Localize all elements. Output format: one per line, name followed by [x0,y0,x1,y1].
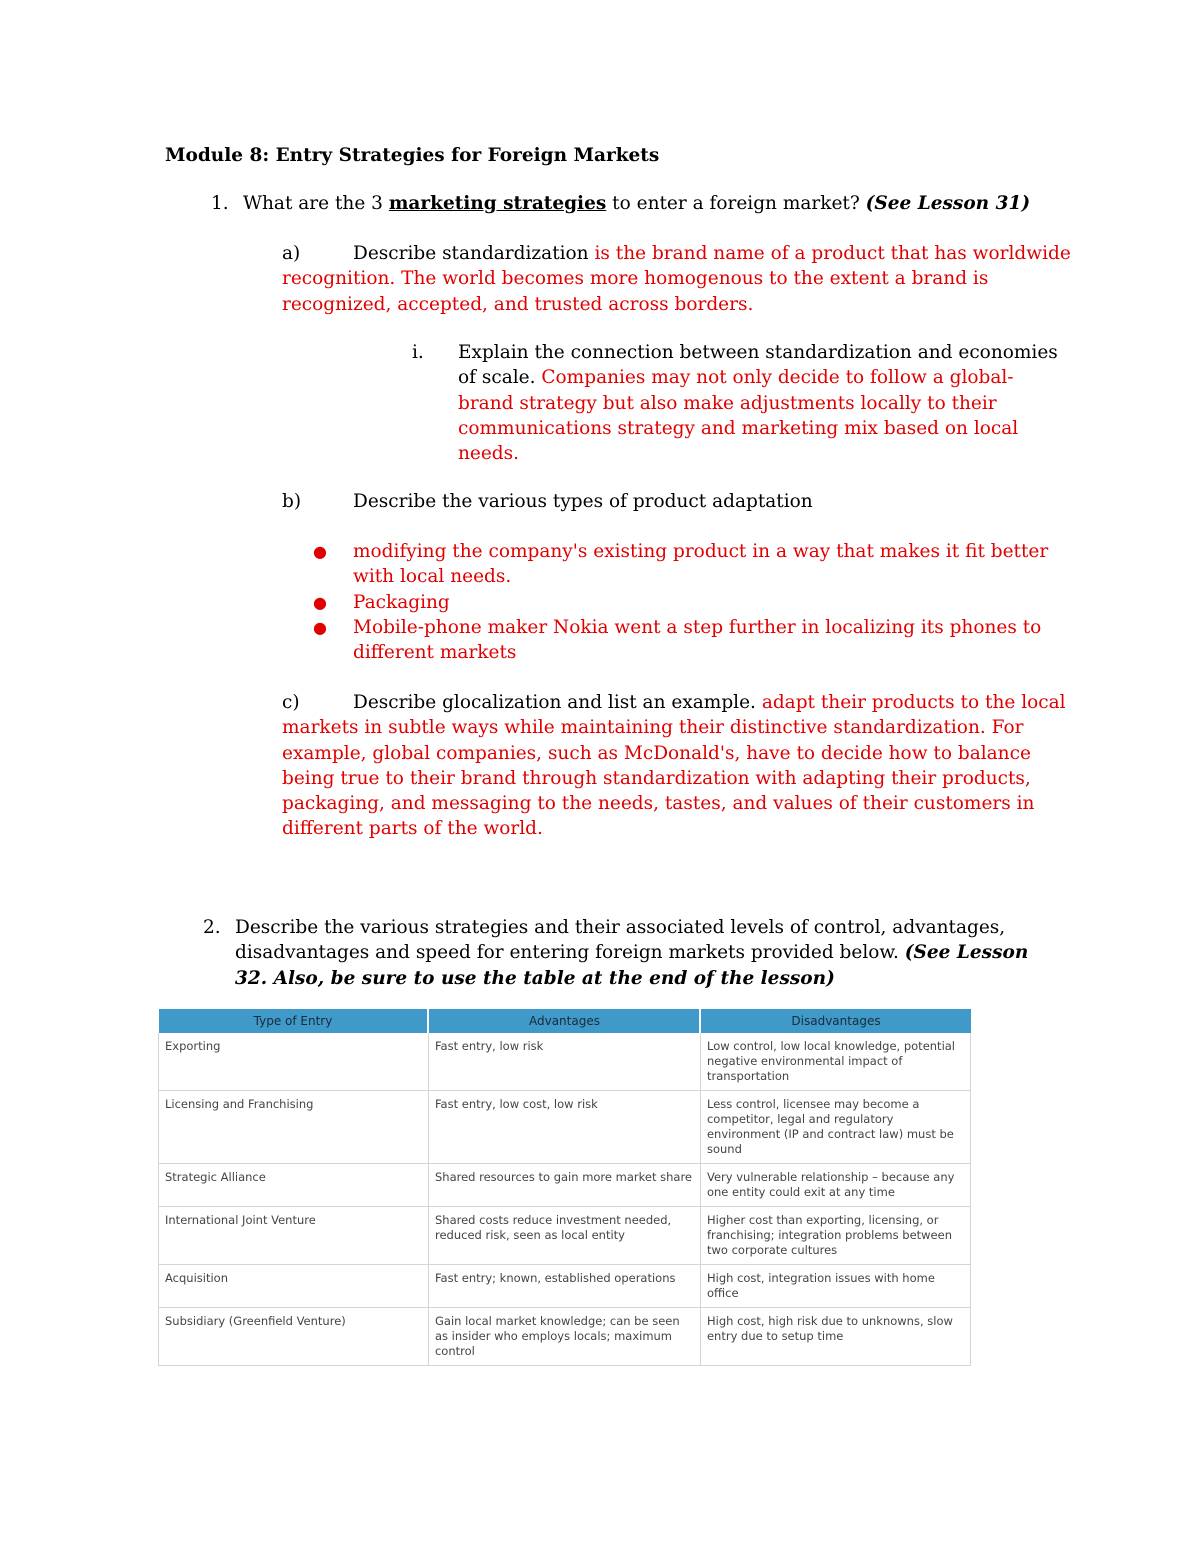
question-1a-i-label: i. [412,342,424,363]
question-1b [282,489,813,514]
table-row [159,1265,971,1308]
bullet-icon: ● [313,617,327,637]
table-row [159,1091,971,1164]
question-1a-i [412,340,1062,466]
question-1c-prompt: Describe glocalization and list an example. [353,692,762,713]
table-cell: High cost, high risk due to unknowns, slow entry due to setup time [700,1308,970,1366]
table-row [159,1164,971,1207]
table-cell: Low control, low local knowledge, potential negative environmental impact of transportation [700,1033,970,1091]
question-1c-answer: adapt their products to the local markets in subtle ways while maintaining their distinctive standardization. For example, global companies, such as McDonald's, have to decide how to balance being true to their brand through standardization with adapting their products, packaging, and messaging to the needs, tastes, and values of their customers in different parts of the world. [282,692,1066,840]
list-item: ● Packaging [313,590,1053,615]
table-cell: Shared resources to gain more market share [428,1164,700,1207]
table-cell: Strategic Alliance [159,1164,429,1207]
column-header-advantages: Advantages [428,1009,700,1033]
entry-strategies-table [158,1009,971,1366]
list-item: ● modifying the company's existing product in a way that makes it fit better with local needs. [313,541,1049,588]
question-1-text: What are the 3 marketing strategies to enter a foreign market? (See Lesson 31) [243,193,1031,214]
question-2-lesson-ref: (See Lesson 32. Also, be sure to use the table at the end of the lesson) [235,942,1029,989]
question-1-lesson-ref: (See Lesson 31) [865,193,1031,214]
table-cell: High cost, integration issues with home office [700,1265,970,1308]
column-header-type: Type of Entry [159,1009,429,1033]
table-row [159,1207,971,1265]
table-cell: Exporting [159,1033,429,1091]
table-cell: Higher cost than exporting, licensing, or franchising; integration problems between two corporate cultures [700,1207,970,1265]
column-header-disadvantages: Disadvantages [700,1009,970,1033]
table-cell: Subsidiary (Greenfield Venture) [159,1308,429,1366]
table-cell: Shared costs reduce investment needed, reduced risk, seen as local entity [428,1207,700,1265]
table-row [159,1308,971,1366]
question-1a [282,241,1072,317]
table-header-row [159,1009,971,1033]
table-cell: Very vulnerable relationship – because any one entity could exit at any time [700,1164,970,1207]
table-cell: Licensing and Franchising [159,1091,429,1164]
question-1c-label: c) [282,692,300,713]
question-2 [203,915,1063,991]
question-1a-answer: is the brand name of a product that has worldwide recognition. The world becomes more homogenous to the extent a brand is recognized, accepted, and trusted across borders. [282,243,1071,315]
table-row [159,1033,971,1091]
table-cell: Acquisition [159,1265,429,1308]
question-2-text: Describe the various strategies and their associated levels of control, advantages, disadvantages and speed for entering foreign markets provided below. [235,917,1006,964]
question-1b-prompt: Describe the various types of product adaptation [353,491,813,512]
question-1b-label: b) [282,491,302,512]
question-2-number: 2. [203,917,221,938]
question-1a-i-prompt: Explain the connection between standardization and economies of scale. [458,342,1058,389]
question-1-key-term: marketing strategies [388,193,607,214]
question-1a-label: a) [282,243,301,264]
table-cell: Fast entry, low cost, low risk [428,1091,700,1164]
page-title: Module 8: Entry Strategies for Foreign Markets [165,145,660,166]
question-1a-prompt: Describe standardization [353,243,595,264]
table-cell: International Joint Venture [159,1207,429,1265]
question-1a-i-answer: Companies may not only decide to follow a global-brand strategy but also make adjustments locally to their communications strategy and marketing mix based on local needs. [458,367,1019,465]
table-cell: Less control, licensee may become a competitor, legal and regulatory environment (IP and contract law) must be sound [700,1091,970,1164]
table-cell: Fast entry; known, established operations [428,1265,700,1308]
bullet-icon: ● [313,592,327,612]
list-item: ● Mobile-phone maker Nokia went a step further in localizing its phones to different markets [313,616,1042,664]
question-1c [282,690,1072,842]
table-cell: Gain local market knowledge; can be seen as insider who employs locals; maximum control [428,1308,700,1366]
bullet-icon: ● [313,542,327,561]
question-1-number: 1. [211,193,229,214]
table-cell: Fast entry, low risk [428,1033,700,1091]
question-1b-answer-list [313,539,1053,665]
